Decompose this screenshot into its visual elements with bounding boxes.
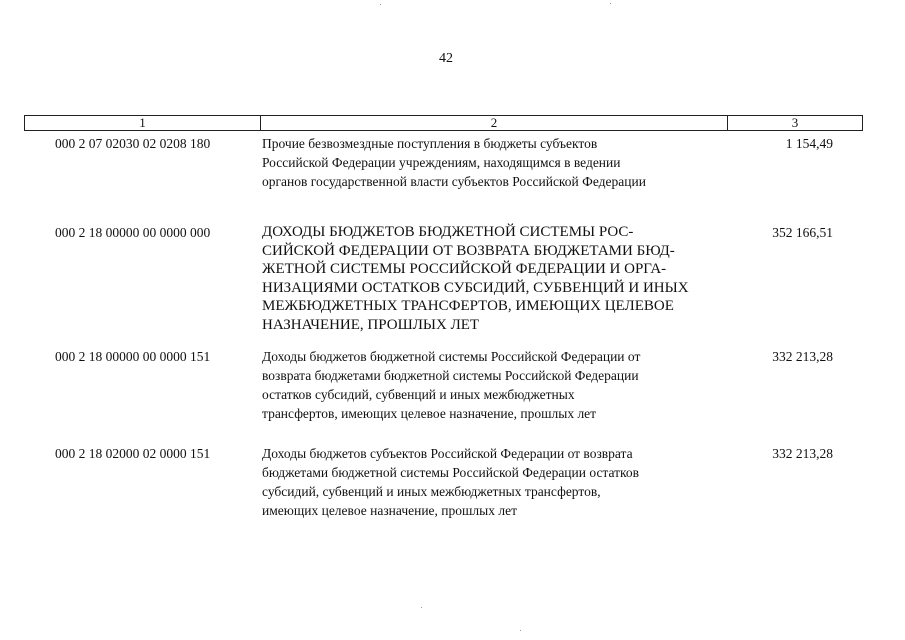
description-line: СИЙСКОЙ ФЕДЕРАЦИИ ОТ ВОЗВРАТА БЮДЖЕТАМИ БЮД- [262,242,675,259]
description-line: остатков субсидий, субвенций и иных межбюджетных [262,387,575,402]
description-line: возврата бюджетами бюджетной системы Российской Федерации [262,368,639,383]
description-line: субсидий, субвенций и иных межбюджетных трансфертов, [262,484,601,499]
revenue-description [262,347,700,423]
description-line: трансфертов, имеющих целевое назначение, прошлых лет [262,406,597,421]
description-line: ДОХОДЫ БЮДЖЕТОВ БЮДЖЕТНОЙ СИСТЕМЫ РОС- [262,224,634,240]
page-number: 42 [439,51,453,66]
table-header [24,115,863,131]
description-line: Доходы бюджетов бюджетной системы Российской Федерации от [262,349,641,364]
description-line: имеющих целевое назначение, прошлых лет [262,503,517,518]
revenue-code: 000 2 18 02000 02 0000 151 [55,446,211,461]
description-line: НИЗАЦИЯМИ ОСТАТКОВ СУБСИДИЙ, СУБВЕНЦИЙ И ИНЫХ [262,279,689,296]
scan-speck [421,607,422,608]
revenue-description [262,134,700,191]
description-line: Прочие безвозмездные поступления в бюджеты субъектов [262,136,598,151]
scan-speck [380,4,381,5]
revenue-amount: 332 213,28 [772,349,833,364]
scan-speck [520,630,521,631]
revenue-code: 000 2 18 00000 00 0000 151 [55,349,211,364]
revenue-description [262,444,700,520]
description-line: Доходы бюджетов субъектов Российской Федерации от возврата [262,446,633,461]
description-line: органов государственной власти субъектов Российской Федерации [262,174,646,189]
revenue-code: 000 2 18 00000 00 0000 000 [55,225,211,240]
description-line: ЖЕТНОЙ СИСТЕМЫ РОССИЙСКОЙ ФЕДЕРАЦИИ И ОРГА- [262,261,667,277]
description-line: МЕЖБЮДЖЕТНЫХ ТРАНСФЕРТОВ, ИМЕЮЩИХ ЦЕЛЕВОЕ [262,298,674,314]
column-header-3: 3 [791,115,799,130]
description-line: бюджетами бюджетной системы Российской Федерации остатков [262,465,640,480]
revenue-amount: 1 154,49 [785,136,833,151]
scan-speck [610,3,611,4]
revenue-code: 000 2 07 02030 02 0208 180 [55,136,211,151]
column-header-2: 2 [261,116,728,130]
description-line: Российской Федерации учреждениям, находящимся в ведении [262,155,621,170]
revenue-amount: 332 213,28 [772,446,833,461]
description-line: НАЗНАЧЕНИЕ, ПРОШЛЫХ ЛЕТ [262,316,480,333]
revenue-amount: 352 166,51 [772,225,833,240]
revenue-description [262,223,700,334]
column-header-1: 1 [25,116,261,130]
